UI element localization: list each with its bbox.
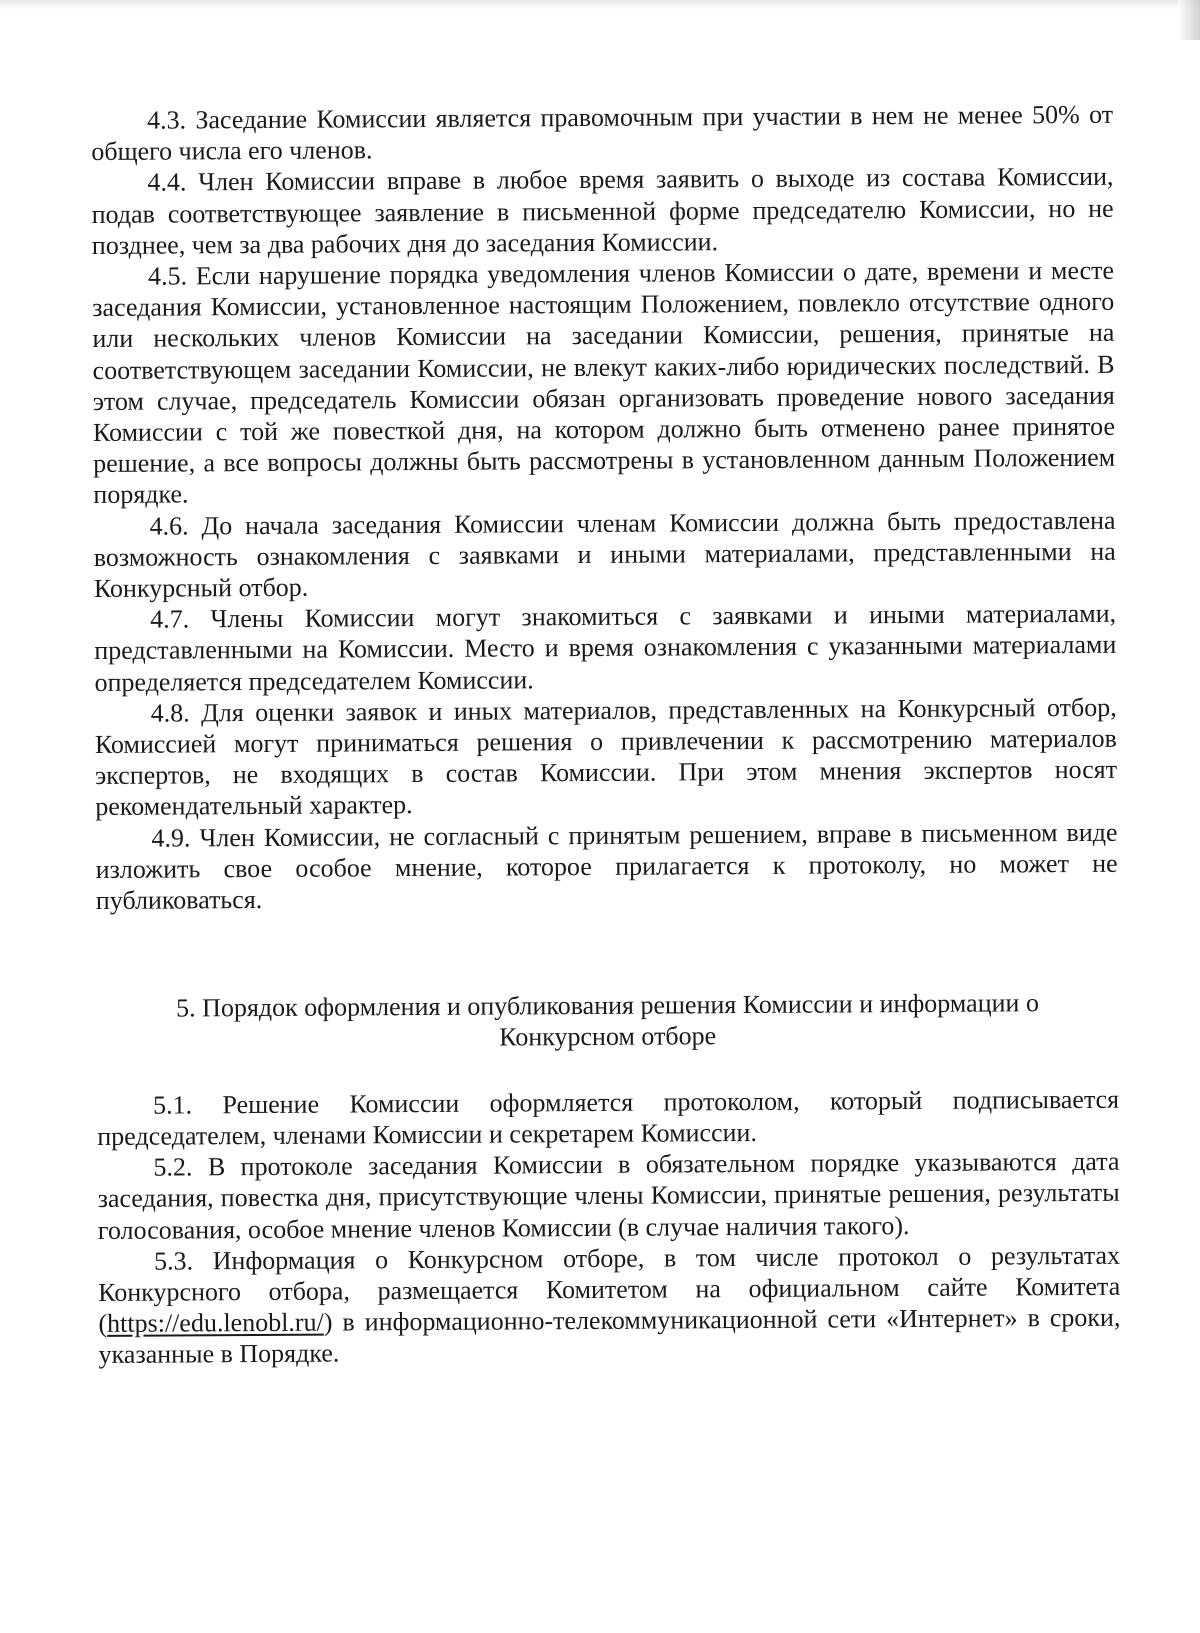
paragraph-5-2: 5.2. В протоколе заседания Комиссии в обязательном порядке указываются дата заседания, повестка дня, присутствующие члены Комиссии, принятые решения, результаты голосования, особое мнение членов Комиссии (в случае наличия такого). [97,1146,1120,1245]
committee-website-link[interactable]: https://edu.lenobl.ru/ [107,1307,324,1339]
paragraph-5-3-text-before: 5.3. Информация о Конкурсном отборе, в том числе протокол о результатах Конкурсного отбора, размещается Комитетом на официальном сайте Комитета ( [98,1240,1121,1339]
paragraph-4-8: 4.8. Для оценки заявок и иных материалов, представленных на Конкурсный отбор, Комиссией могут приниматься решения о привлечении к рассмотрению материалов экспертов, не входящих в состав Комиссии. При этом мнения экспертов носят рекомендательный характер. [94,692,1118,822]
paragraph-4-5: 4.5. Если нарушение порядка уведомления членов Комиссии о дате, времени и месте заседания Комиссии, установленное настоящим Положением, повлекло отсутствие одного или нескольких членов Комиссии на заседании Комиссии, решения, принятые на соответствующем заседании Комиссии, не влекут каких-либо юридических последствий. В этом случае, председатель Комиссии обязан организовать проведение нового заседания Комиссии с той же повесткой дня, на котором должно быть отменено ранее принятое решение, а все вопросы должны быть рассмотрены в установленном данным Положением порядке. [92,255,1116,510]
scan-edge-top [0,0,1200,10]
scan-edge-right [1178,0,1200,40]
paragraph-4-6: 4.6. До начала заседания Комиссии членам Комиссии должна быть предоставлена возможность ознакомления с заявками и иными материалами, представленными на Конкурсный отбор. [93,505,1116,604]
paragraph-5-3 [98,1239,1121,1370]
paragraph-4-3: 4.3. Заседание Комиссии является правомочным при участии в нем не менее 50% от общего числа его членов. [91,99,1114,167]
document-body [91,99,1121,1371]
paragraph-4-9: 4.9. Член Комиссии, не согласный с принятым решением, вправе в письменном виде изложить свое особое мнение, которое прилагается к протоколу, но может не публиковаться. [95,817,1118,916]
section-5-heading-line-1: 5. Порядок оформления и опубликования решения Комиссии и информации о [176,988,1039,1023]
section-5-heading-line-2: Конкурсном отборе [499,1021,717,1053]
paragraph-5-3-text-after: ) в информационно-телекоммуникационной сети «Интернет» в сроки, указанные в Порядке. [98,1302,1121,1370]
paragraph-4-7: 4.7. Члены Комиссии могут знакомиться с заявками и иными материалами, представленными на Комиссии. Место и время ознакомления с указанными материалами определяется председателем Комиссии. [94,598,1117,697]
section-5-heading [96,987,1118,1056]
paragraph-4-4: 4.4. Член Комиссии вправе в любое время заявить о выходе из состава Комиссии, подав соответствующее заявление в письменной форме председателю Комиссии, но не позднее, чем за два рабочих дня до заседания Комиссии. [91,162,1114,260]
paragraph-5-1: 5.1. Решение Комиссии оформляется протоколом, который подписывается председателем, членами Комиссии и секретарем Комиссии. [97,1084,1120,1151]
